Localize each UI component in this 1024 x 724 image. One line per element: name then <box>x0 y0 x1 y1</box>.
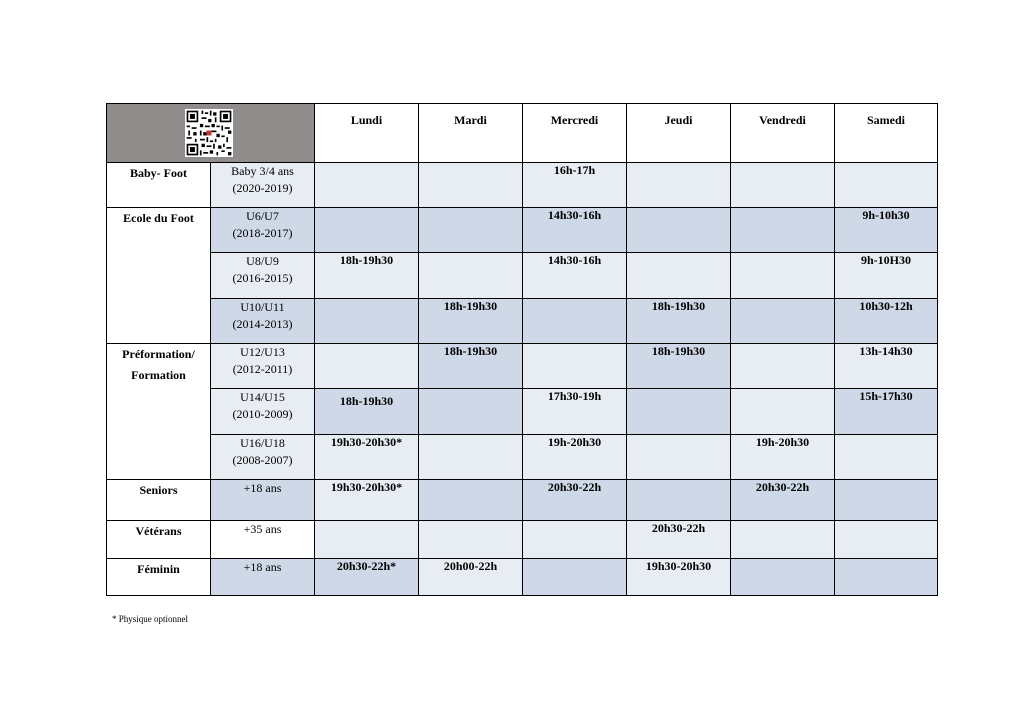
slot-mercredi: 14h30-16h <box>523 208 627 253</box>
table-row <box>107 559 938 596</box>
qr-code-icon <box>185 109 233 157</box>
qr-header-cell <box>107 104 315 163</box>
slot-samedi <box>835 480 938 521</box>
category-label: U6/U7 <box>246 209 279 223</box>
category-label: +35 ans <box>243 522 282 536</box>
group-preformation <box>107 344 211 480</box>
category-cell <box>211 163 315 208</box>
slot-vendredi <box>731 559 835 596</box>
group-veterans: Vétérans <box>107 521 211 559</box>
category-cell <box>211 521 315 559</box>
category-cell <box>211 389 315 435</box>
slot-vendredi <box>731 163 835 208</box>
slot-mardi <box>419 163 523 208</box>
slot-mercredi: 19h-20h30 <box>523 435 627 480</box>
slot-mardi <box>419 253 523 299</box>
slot-lundi: 18h-19h30 <box>315 389 419 435</box>
slot-mardi: 18h-19h30 <box>419 344 523 389</box>
category-cell <box>211 559 315 596</box>
slot-samedi <box>835 559 938 596</box>
slot-vendredi <box>731 253 835 299</box>
category-label: U10/U11 <box>240 300 285 314</box>
table-row <box>107 253 938 299</box>
slot-vendredi: 19h-20h30 <box>731 435 835 480</box>
category-cell <box>211 344 315 389</box>
slot-samedi <box>835 435 938 480</box>
category-years: (2010-2009) <box>232 407 293 421</box>
table-row <box>107 480 938 521</box>
day-header-jeudi: Jeudi <box>627 104 731 163</box>
category-label: U14/U15 <box>240 390 285 404</box>
category-cell <box>211 253 315 299</box>
group-label-line1: Préformation/ <box>122 347 195 361</box>
category-years: (2012-2011) <box>232 362 293 376</box>
category-label: U12/U13 <box>240 345 285 359</box>
slot-jeudi: 19h30-20h30 <box>627 559 731 596</box>
slot-jeudi <box>627 253 731 299</box>
slot-mercredi <box>523 344 627 389</box>
header-row <box>107 104 938 163</box>
slot-samedi: 13h-14h30 <box>835 344 938 389</box>
slot-jeudi: 18h-19h30 <box>627 344 731 389</box>
category-label: +18 ans <box>243 481 282 495</box>
day-header-lundi: Lundi <box>315 104 419 163</box>
category-label: Baby 3/4 ans <box>231 164 294 178</box>
slot-lundi: 20h30-22h* <box>315 559 419 596</box>
slot-vendredi <box>731 344 835 389</box>
slot-mercredi: 17h30-19h <box>523 389 627 435</box>
table-row <box>107 521 938 559</box>
slot-lundi: 18h-19h30 <box>315 253 419 299</box>
group-seniors: Seniors <box>107 480 211 521</box>
category-cell <box>211 435 315 480</box>
category-cell <box>211 480 315 521</box>
table-row <box>107 208 938 253</box>
slot-mercredi: 20h30-22h <box>523 480 627 521</box>
slot-mercredi <box>523 559 627 596</box>
slot-mercredi: 14h30-16h <box>523 253 627 299</box>
slot-lundi <box>315 344 419 389</box>
slot-vendredi <box>731 299 835 344</box>
slot-jeudi <box>627 435 731 480</box>
slot-samedi <box>835 163 938 208</box>
slot-jeudi: 18h-19h30 <box>627 299 731 344</box>
slot-jeudi: 20h30-22h <box>627 521 731 559</box>
slot-mercredi <box>523 521 627 559</box>
slot-mercredi <box>523 299 627 344</box>
category-cell <box>211 208 315 253</box>
slot-mardi <box>419 208 523 253</box>
category-years: (2008-2007) <box>232 453 293 467</box>
category-years: (2018-2017) <box>232 226 293 240</box>
slot-vendredi: 20h30-22h <box>731 480 835 521</box>
slot-samedi: 10h30-12h <box>835 299 938 344</box>
slot-vendredi <box>731 521 835 559</box>
slot-jeudi <box>627 163 731 208</box>
category-label: U16/U18 <box>240 436 285 450</box>
slot-lundi <box>315 208 419 253</box>
day-header-mercredi: Mercredi <box>523 104 627 163</box>
category-cell <box>211 299 315 344</box>
day-header-vendredi: Vendredi <box>731 104 835 163</box>
slot-samedi <box>835 521 938 559</box>
group-feminin: Féminin <box>107 559 211 596</box>
slot-jeudi <box>627 480 731 521</box>
category-label: U8/U9 <box>246 254 279 268</box>
table-row <box>107 163 938 208</box>
table-row <box>107 299 938 344</box>
day-header-samedi: Samedi <box>835 104 938 163</box>
slot-samedi: 9h-10H30 <box>835 253 938 299</box>
category-years: (2020-2019) <box>232 181 293 195</box>
slot-lundi <box>315 299 419 344</box>
slot-jeudi <box>627 208 731 253</box>
slot-mardi <box>419 389 523 435</box>
slot-mardi <box>419 521 523 559</box>
category-years: (2016-2015) <box>232 271 293 285</box>
slot-vendredi <box>731 389 835 435</box>
group-label-line2: Formation <box>131 368 186 382</box>
table-row <box>107 435 938 480</box>
category-years: (2014-2013) <box>232 317 293 331</box>
slot-mardi <box>419 435 523 480</box>
slot-lundi <box>315 163 419 208</box>
slot-lundi: 19h30-20h30* <box>315 435 419 480</box>
table-row <box>107 389 938 435</box>
slot-mardi <box>419 480 523 521</box>
group-ecole-du-foot: Ecole du Foot <box>107 208 211 344</box>
schedule-table <box>106 103 938 596</box>
slot-mardi: 18h-19h30 <box>419 299 523 344</box>
table-row <box>107 344 938 389</box>
category-label: +18 ans <box>243 560 282 574</box>
slot-mercredi: 16h-17h <box>523 163 627 208</box>
slot-samedi: 9h-10h30 <box>835 208 938 253</box>
group-baby-foot: Baby- Foot <box>107 163 211 208</box>
slot-lundi: 19h30-20h30* <box>315 480 419 521</box>
slot-vendredi <box>731 208 835 253</box>
day-header-mardi: Mardi <box>419 104 523 163</box>
slot-lundi <box>315 521 419 559</box>
slot-samedi: 15h-17h30 <box>835 389 938 435</box>
slot-mardi: 20h00-22h <box>419 559 523 596</box>
footnote: * Physique optionnel <box>112 614 188 624</box>
slot-jeudi <box>627 389 731 435</box>
